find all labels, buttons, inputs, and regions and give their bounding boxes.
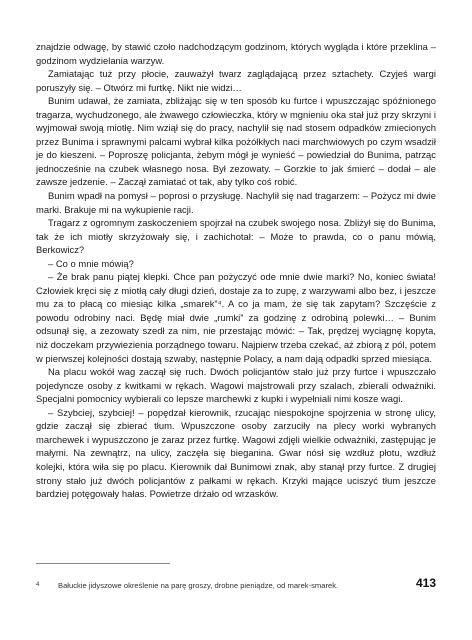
paragraph-7: – Że brak panu piątej klepki. Chce pan pożyczyć ode mnie dwie marki? No, koniec świata! Człowiek kręci się z miotłą cały długi dzień, dostaje za to zupę, z warzywami albo bez, i jeszcze mu za to płacą co miesiąc kilka „smarek”⁴. A co ja mam, że się tak zapytam? Szczęście z powodu odrobiny naci. Będę miał dwie „rumki” za godzinę z odrobiną polewki… – Bunim odsunął się, a zezowaty szedł za nim, nie przestając mówić: – Tak, prędzej wyciągnę kopyta, niż doczekam przywiezienia porządnego towaru. Najpierw trzeba czekać, aż zbiorą z pól, potem w pierwszej kolejności dostają szwaby, następnie Polacy, a nam dają odpadki sprzed miesiąca. (36, 271, 436, 364)
footnote-marker: 4 (36, 582, 40, 588)
paragraph-6: – Co o mnie mówią? (48, 257, 134, 269)
footnote-text: Bałuckie jidyszowe określenie na parę groszy, drobne pieniądze, od marek-smarek. (58, 581, 339, 590)
page-number: 413 (415, 576, 436, 590)
paragraph-8: Na placu wokół wag zaczął się ruch. Dwóch policjantów stało już przy furtce i wpuszczało pojedyncze osoby z kwitkami w rękach. Wagowi majstrowali przy szalach, zbierali odważniki. Specjalni pomocnicy wybierali co lepsze marchewki z kupki i wypełniali nimi kosze wagi. (36, 366, 436, 405)
paragraph-1: znajdzie odwagę, by stawić czoło nadchodzącym godzinom, których wygląda i które przeklina – godzinom wydzielania warzyw. (36, 41, 436, 66)
footnote-divider (36, 563, 170, 564)
paragraph-2: Zamiatając tuż przy płocie, zauważył twarz zaglądającą przez sztachety. Czyjeś wargi poruszyły się. – Otwórz mi furtkę. Nikt nie widzi… (36, 68, 436, 93)
paragraph-9: – Szybciej, szybciej! – popędzał kierownik, rzucając niespokojne spojrzenia w stronę ulicy, gdzie zaczął się zbierać tłum. Wpuszczone osoby zarzuciły na plecy worki wybranych marchewek i wypuszczono je zaraz przez furtkę. Wagowi zdjęli wielkie odważniki, zastępując je małymi. Na zewnątrz, na ulicy, zaczęła się bieganina. Gwar nósł się wzdłuż płotu, wzdłuż kolejki, która wiła się po placu. Kierownik dał Bunimowi znak, aby stanął przy furtce. Z drugiej strony stało już dwóch policjantów z pałkami w rękach. Krzyki mające uciszyć tłum jeszcze bardziej potęgowały hałas. Powietrze drżało od wrzasków. (36, 406, 436, 500)
paragraph-5: Tragarz z ogromnym zaskoczeniem spojrzał na czubek swojego nosa. Zbliżył się do Bunima, tak że ich miotły skrzyżowały się, i zachichotał: – Może to prawda, co o panu mówią, Berkowicz? (36, 217, 436, 256)
paragraph-3: Bunim udawał, że zamiata, zbliżając się w ten sposób ku furtce i wpuszczając spóźnionego tragarza, wychudzonego, ale żwawego człowieczka, który w mgnieniu oka stał już przy skrzyni i wyjmował swoją miotłę. Nim wziął się do pracy, nachylił się nad stosem odpadków zmiecionych przez Bunima i sprawnymi palcami wybrał kilka pożółkłych naci marchwiowych po czym wsadził je do kieszeni. – Poproszę policjanta, żebym mógł je wynieść – powiedział do Bunima, patrząc jednocześnie na czubek własnego nosa. Był zezowaty. – Gorzkie to jak śmierć – dodał – ale zawsze jedzenie. – Zaczął zamiatać ot tak, aby tylko coś robić. (36, 95, 436, 188)
paragraph-4: Bunim wpadł na pomysł – poprosi o przysługę. Nachylił się nad tragarzem: – Pożycz mi dwie marki. Brakuje mi na wykupienie racji. (36, 190, 436, 215)
footnote (36, 580, 396, 591)
page-body (36, 40, 436, 501)
